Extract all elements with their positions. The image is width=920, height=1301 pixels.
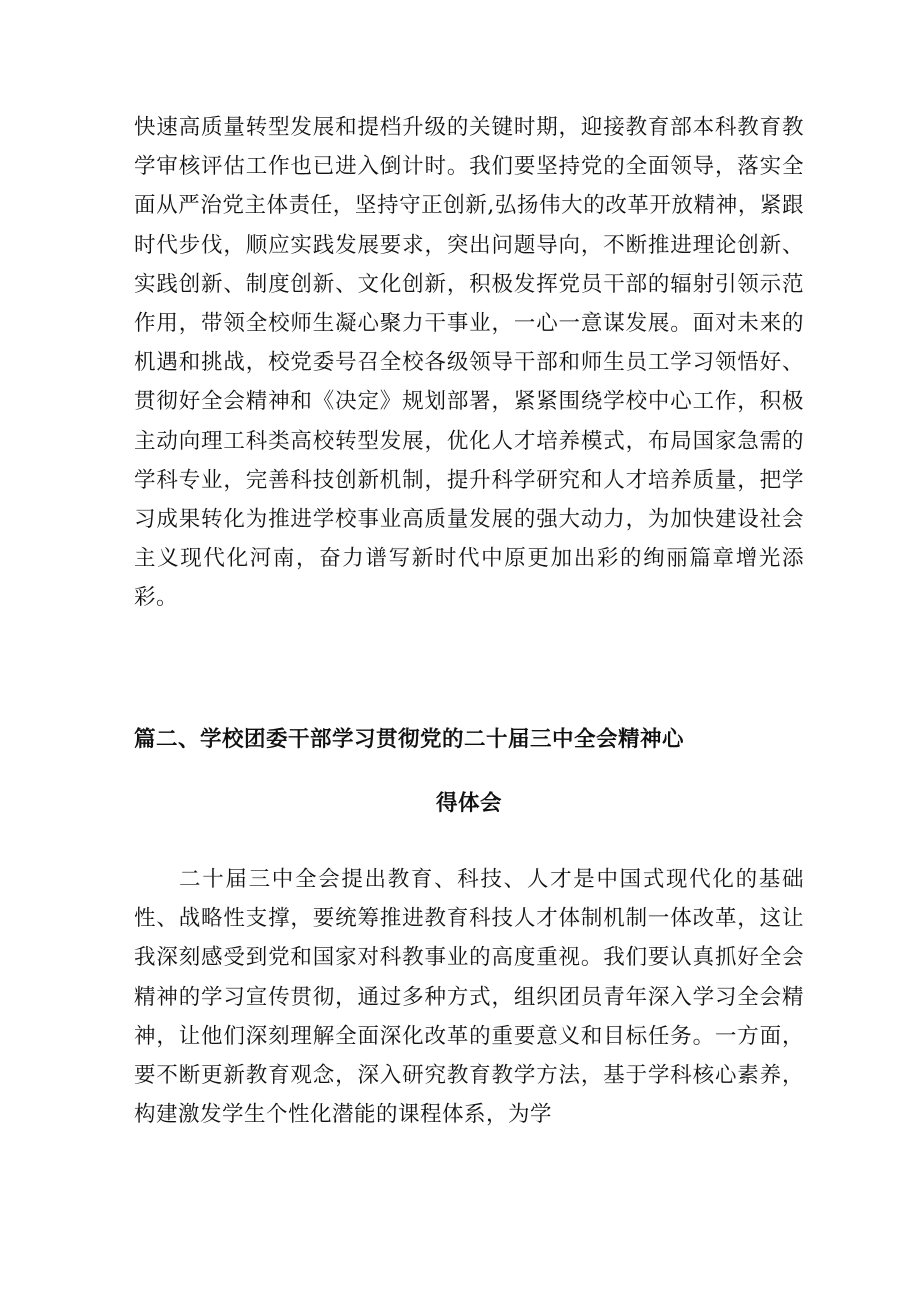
section-heading-line-2: 得体会 [435, 791, 502, 816]
body-paragraph-2: 二十届三中全会提出教育、科技、人才是中国式现代化的基础性、战略性支撑，要统筹推进教育科技人才体制机制一体改革，这让我深刻感受到党和国家对科教事业的高度重视。我们要认真抓好全会精神的学习宣传贯彻，通过多种方式，组织团员青年深入学习全会精神，让他们深刻理解全面深化改革的重要意义和目标任务。一方面，要不断更新教育观念，深入研究教育教学方法，基于学科核心素养，构建激发学生个性化潜能的课程体系，为学 [134, 867, 804, 1128]
body-paragraph-1: 快速高质量转型发展和提档升级的关键时期，迎接教育部本科教育教学审核评估工作也已进入倒计时。我们要坚持党的全面领导，落实全面从严治党主体责任，坚持守正创新,弘扬伟大的改革开放精神，紧跟时代步伐，顺应实践发展要求，突出问题导向，不断推进理论创新、实践创新、制度创新、文化创新，积极发挥党员干部的辐射引领示范作用，带领全校师生凝心聚力干事业，一心一意谋发展。面对未来的机遇和挑战，校党委号召全校各级领导干部和师生员工学习领悟好、贯彻好全会精神和《决定》规划部署，紧紧围绕学校中心工作，积极主动向理工科类高校转型发展，优化人才培养模式，布局国家急需的学科专业，完善科技创新机制，提升科学研究和人才培养质量，把学习成果转化为推进学校事业高质量发展的强大动力，为加快建设社会主义现代化河南，奋力谱写新时代中原更加出彩的绚丽篇章增光添彩。 [134, 115, 804, 611]
section-heading-line-1: 篇二、学校团委干部学习贯彻党的二十届三中全会精神心 [134, 727, 685, 752]
